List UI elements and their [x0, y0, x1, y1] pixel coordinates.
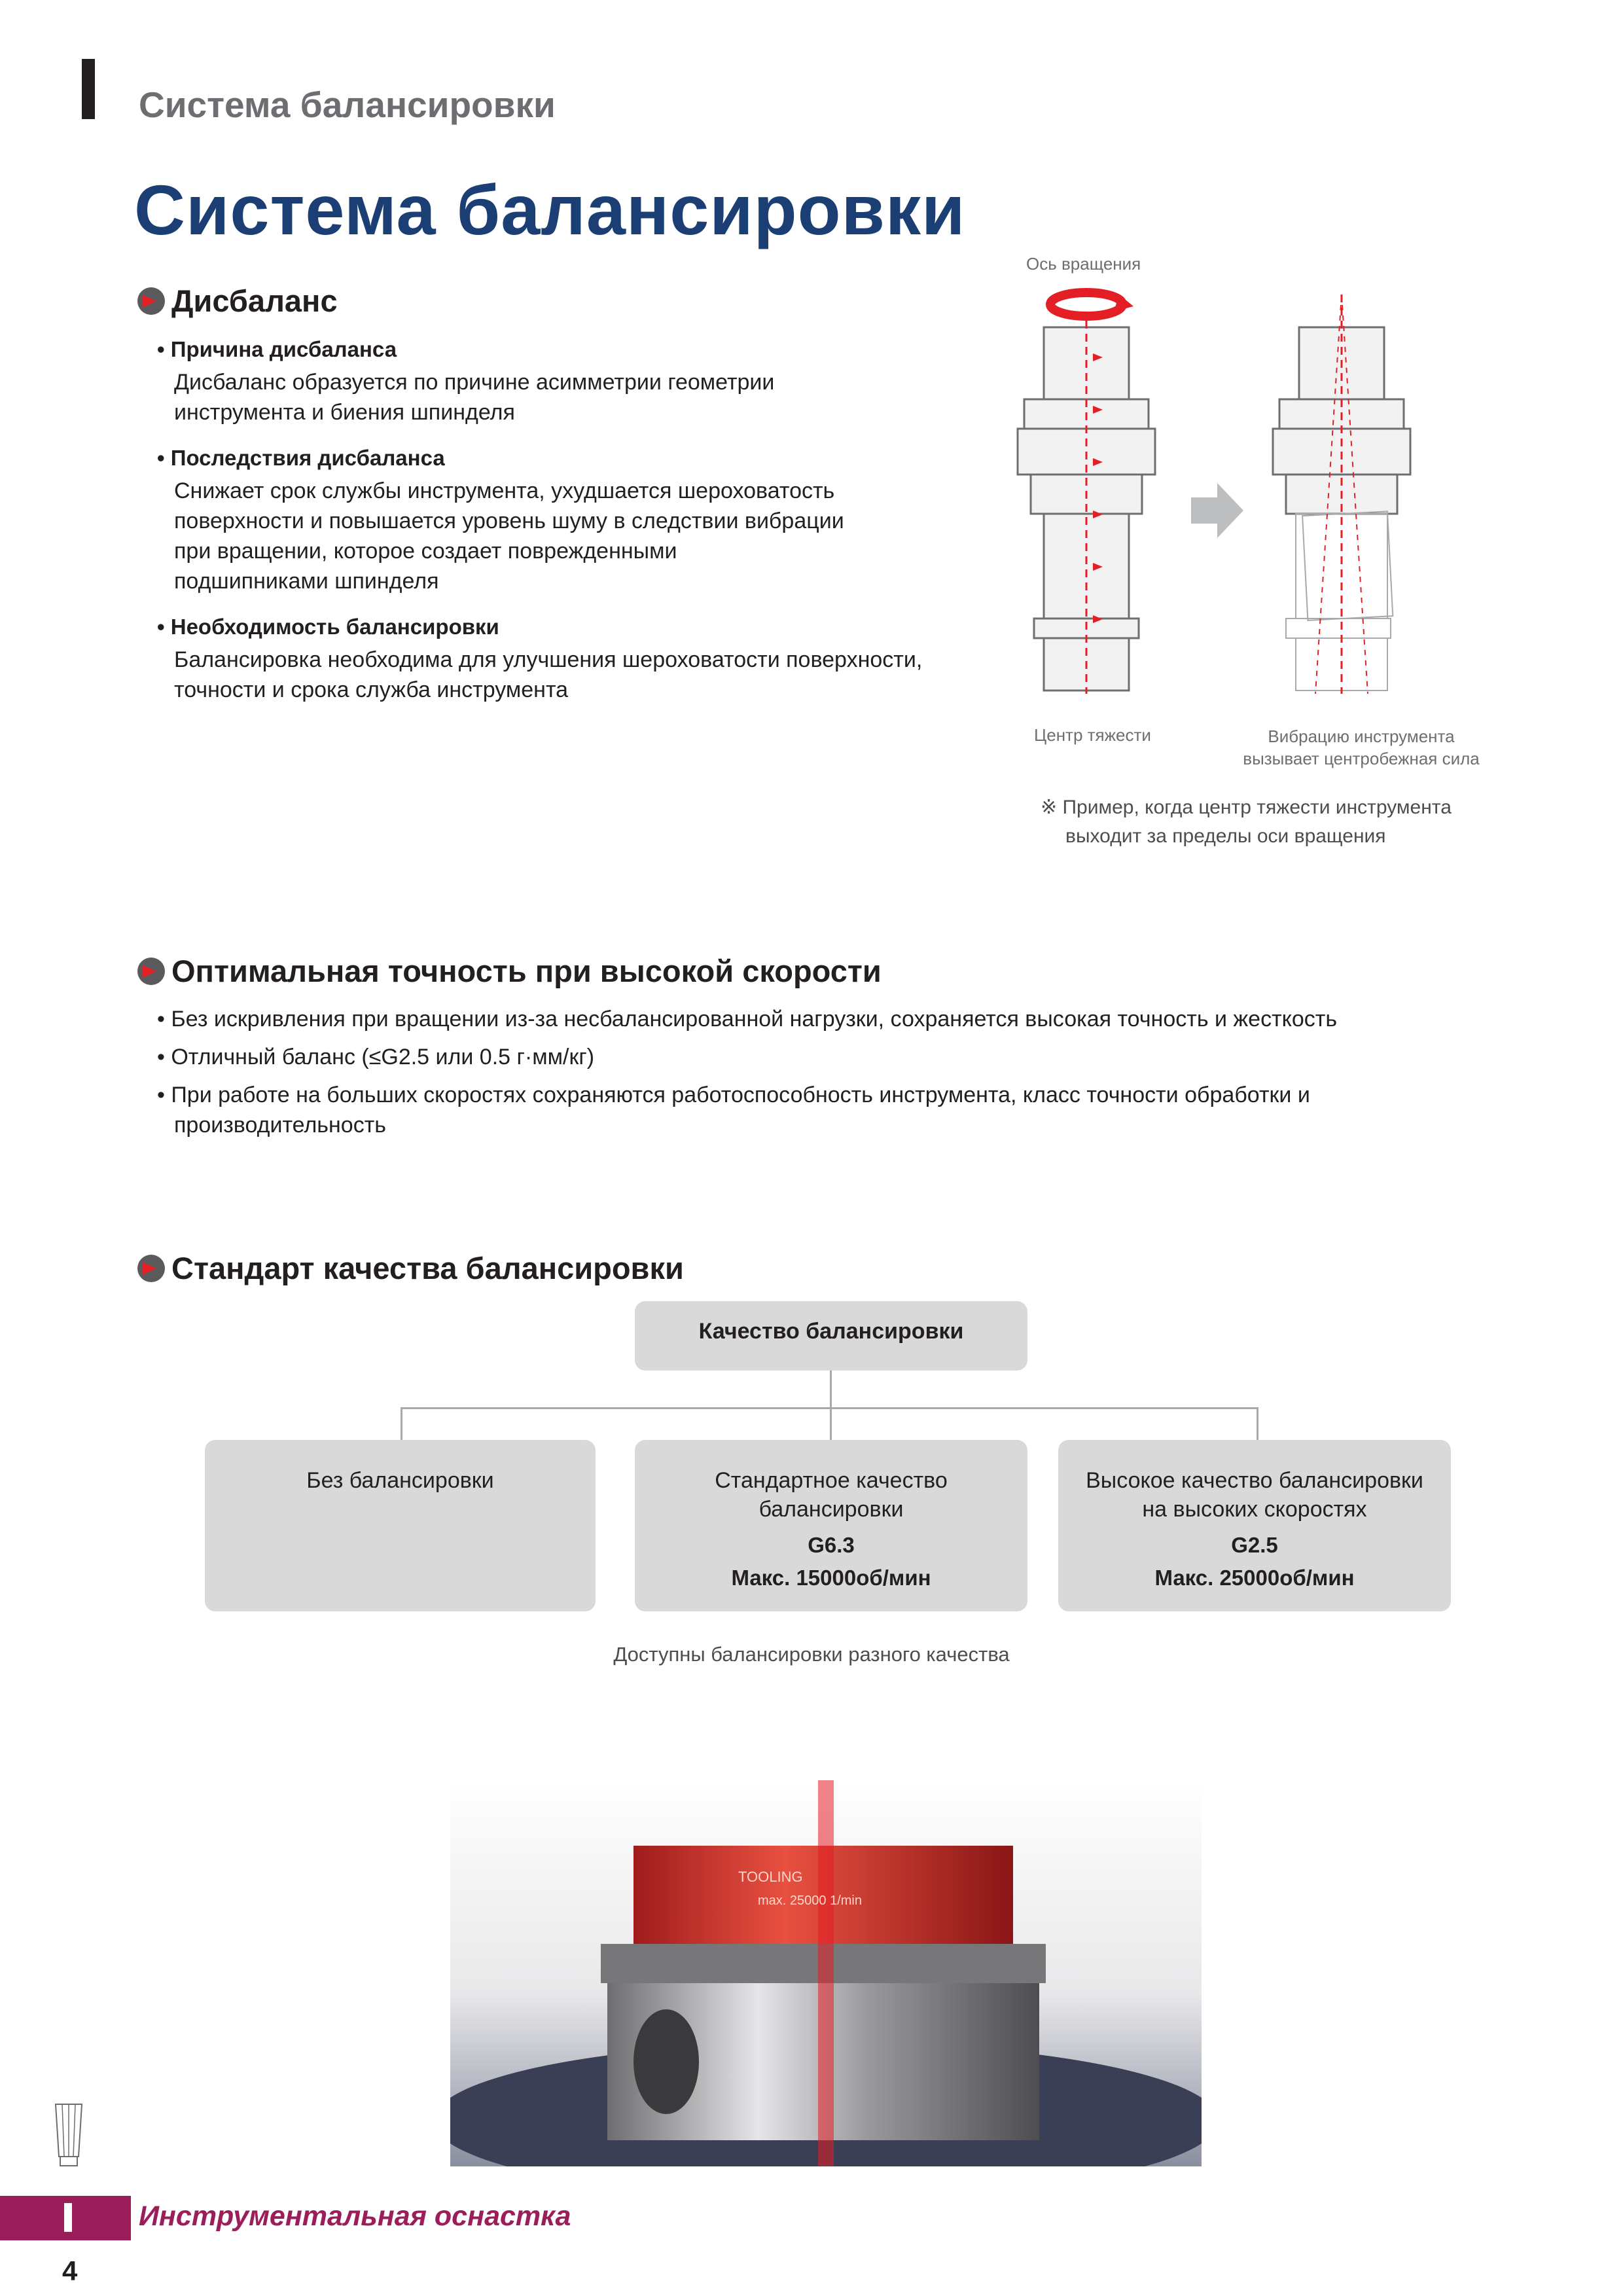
arrow-bullet-icon	[137, 287, 165, 315]
diagram-note: ※ Пример, когда центр тяжести инструмента выходит за пределы оси вращения	[1041, 797, 1452, 847]
cause-title: • Причина дисбаланса	[157, 337, 397, 361]
svg-text:TOOLING: TOOLING	[738, 1869, 803, 1885]
quality-caption: Доступны балансировки разного качества	[613, 1643, 1010, 1666]
list-item: • Без искривления при вращении из-за несбалансированной нагрузки, сохраняется высокая точность и жесткость	[157, 1007, 1338, 1031]
left-caption: Центр тяжести	[1034, 725, 1151, 745]
page-title: Система балансировки	[134, 170, 966, 249]
page-number: 4	[62, 2255, 78, 2286]
necessity-title: • Необходимость балансировки	[157, 615, 499, 639]
tree-connector	[1257, 1407, 1258, 1440]
arrow-bullet-icon	[137, 958, 165, 985]
quality-root-box: Качество балансировки	[635, 1301, 1027, 1371]
precision-heading: Оптимальная точность при высокой скорости	[137, 950, 882, 989]
footer-mark	[64, 2203, 72, 2232]
tree-connector	[401, 1407, 402, 1440]
tree-connector	[401, 1407, 1258, 1409]
list-item-continuation: производительность	[174, 1113, 386, 1138]
section-title: Система балансировки	[139, 84, 556, 125]
footer-category: Инструментальная оснастка	[139, 2200, 571, 2232]
right-caption: Вибрацию инструмента вызывает центробежная сила	[1243, 726, 1480, 768]
consequence-text: Снижает срок службы инструмента, ухудшается шероховатость поверхности и повышается уровень шуму в следствии вибрации при вращении, которое создает поврежденными подшипниками шпинделя	[174, 478, 844, 594]
necessity-text: Балансировка необходима для улучшения шероховатости поверхности, точности и срока служба инструмента	[174, 647, 923, 702]
precision-list	[157, 1004, 1531, 1140]
rotation-axis-label: Ось вращения	[1026, 254, 1141, 274]
tree-connector	[830, 1407, 832, 1440]
balancing-machine-photo	[450, 1780, 1202, 2166]
cause-text: Дисбаланс образуется по причине асимметрии геометрии инструмента и биения шпинделя	[174, 370, 775, 425]
list-item: • Отличный баланс (≤G2.5 или 0.5 г·мм/кг)	[157, 1045, 595, 1069]
header-bar	[82, 59, 95, 119]
quality-box-none: Без балансировки	[205, 1440, 596, 1611]
list-item: • При работе на больших скоростях сохраняются работоспособность инструмента, класс точности обработки и	[157, 1083, 1310, 1107]
imbalance-items	[157, 337, 1008, 705]
arrow-bullet-icon	[137, 1255, 165, 1282]
svg-text:max. 25000 1/min: max. 25000 1/min	[758, 1893, 862, 1908]
tool-holder-diagram	[995, 275, 1531, 694]
collet-icon	[46, 2098, 92, 2176]
consequence-title: • Последствия дисбаланса	[157, 446, 445, 470]
standard-heading: Стандарт качества балансировки	[137, 1247, 684, 1286]
imbalance-heading: Дисбаланс	[137, 280, 338, 319]
quality-box-standard: Стандартное качество балансировки G6.3 Макс. 15000об/мин	[635, 1440, 1027, 1611]
quality-box-high: Высокое качество балансировки на высоких скоростях G2.5 Макс. 25000об/мин	[1058, 1440, 1451, 1611]
tree-connector	[830, 1371, 832, 1408]
